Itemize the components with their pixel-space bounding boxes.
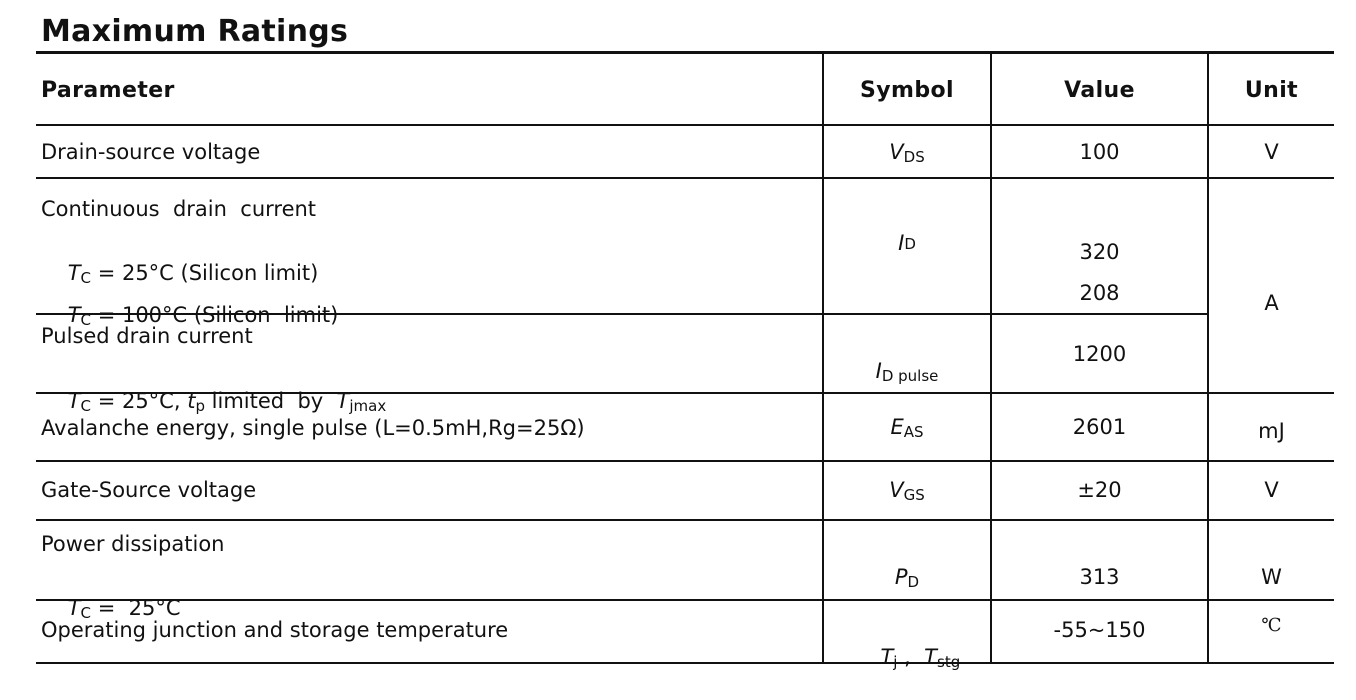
symbol-vds [824, 139, 990, 168]
symbol-vgs [824, 477, 990, 506]
tc-sub: C [80, 311, 92, 329]
symbol-tj-sub: j [893, 653, 898, 671]
symbol-eas [824, 414, 990, 443]
condition-text: = 25°C, [91, 389, 188, 413]
tc-symbol: T [67, 596, 81, 620]
row-rule [36, 519, 1334, 521]
param-power-dissipation: Power dissipation [41, 532, 225, 556]
tc-symbol: T [67, 389, 81, 413]
param-operating-temperature: Operating junction and storage temperature [41, 618, 509, 642]
unit-vgs: V [1264, 478, 1279, 502]
value-vgs: ±20 [1077, 478, 1122, 502]
condition-text: = 100°C (Silicon limit) [91, 303, 339, 327]
symbol-main: E [890, 415, 904, 439]
symbol-main: I [875, 359, 882, 383]
unit-tj: ℃ [1261, 615, 1282, 636]
table-top-rule [36, 51, 1334, 54]
header-bottom-rule [36, 124, 1334, 126]
tp-symbol: t [187, 389, 196, 413]
row-rule [36, 599, 1334, 601]
unit-pd: W [1261, 565, 1282, 589]
param-gate-source-voltage: Gate-Source voltage [41, 478, 257, 502]
symbol-id-pulse [824, 358, 990, 387]
value-id-25c: 320 [1079, 240, 1120, 264]
tc-sub: C [80, 269, 92, 287]
tj-symbol: T [336, 389, 350, 413]
symbol-main: P [894, 565, 908, 589]
header-symbol: Symbol [860, 78, 954, 103]
tc-sub: C [80, 604, 92, 622]
tc-sub: C [80, 397, 92, 415]
unit-vds: V [1264, 140, 1279, 164]
condition-text: limited by [204, 389, 337, 413]
symbol-sub: D pulse [881, 367, 939, 385]
header-value: Value [1064, 78, 1135, 103]
symbol-tj: T [880, 645, 894, 669]
symbol-main: I [898, 231, 905, 255]
row-rule [36, 177, 1334, 179]
symbol-sub: GS [903, 486, 925, 504]
symbol-sub: AS [903, 423, 924, 441]
symbol-pd [824, 564, 990, 593]
value-pd: 313 [1079, 565, 1120, 589]
value-id-pulse: 1200 [1072, 342, 1127, 366]
symbol-id [824, 230, 990, 259]
param-drain-source-voltage: Drain-source voltage [41, 140, 261, 164]
symbol-sub: DS [903, 148, 925, 166]
header-parameter: Parameter [41, 78, 175, 103]
condition-text: = 25°C (Silicon limit) [91, 261, 319, 285]
tp-sub: p [195, 397, 205, 415]
symbol-main: V [889, 478, 904, 502]
value-eas: 2601 [1072, 415, 1127, 439]
value-id-100c: 208 [1079, 281, 1120, 305]
symbol-tj-tstg [824, 617, 990, 700]
header-unit: Unit [1244, 78, 1299, 103]
unit-current: A [1264, 291, 1279, 315]
tjmax-sub: jmax [349, 397, 387, 415]
value-vds: 100 [1079, 140, 1120, 164]
symbol-separator: , [897, 645, 925, 669]
symbol-main: V [889, 140, 904, 164]
condition-text: = 25°C [91, 596, 181, 620]
param-pulsed-drain-current: Pulsed drain current [41, 324, 253, 348]
unit-eas: mJ [1258, 419, 1285, 443]
tc-symbol: T [67, 303, 81, 327]
param-avalanche-energy: Avalanche energy, single pulse (L=0.5mH,Rg=25Ω) [41, 416, 585, 440]
param-continuous-drain-current: Continuous drain current [41, 197, 317, 221]
symbol-tstg-sub: stg [937, 653, 961, 671]
value-tj: -55~150 [1053, 618, 1146, 642]
symbol-tstg: T [924, 645, 937, 669]
table-bottom-rule [36, 662, 1334, 664]
tc-symbol: T [67, 261, 81, 285]
page-title: Maximum Ratings [41, 14, 349, 49]
symbol-sub: D [907, 573, 920, 591]
row-rule [36, 460, 1334, 462]
symbol-sub: D [904, 235, 916, 253]
